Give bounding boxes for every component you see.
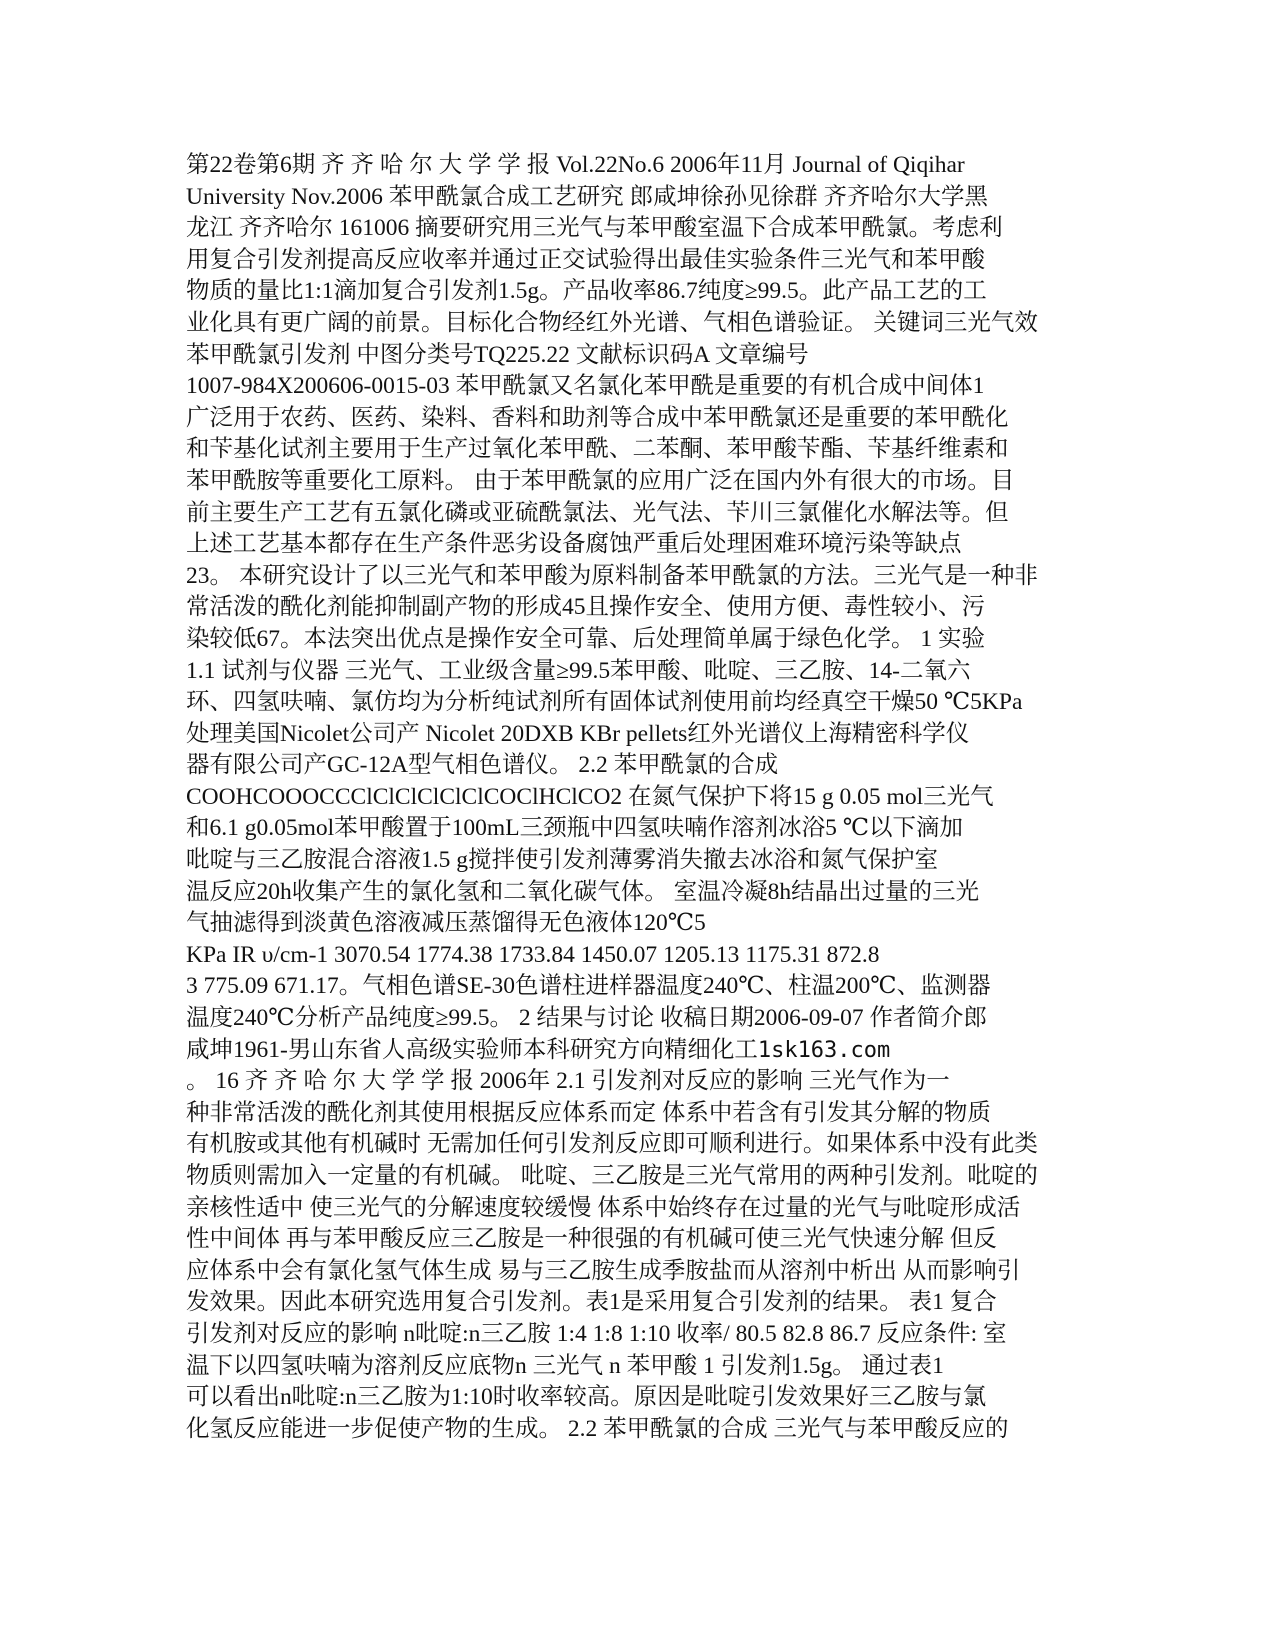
document-line bbox=[186, 592, 1090, 624]
document-line-text: 应体系中会有氯化氢气体生成 易与三乙胺生成季胺盐而从溶剂中析出 从而影响引 bbox=[186, 1257, 1021, 1284]
document-line-text: 可以看出n吡啶:n三乙胺为1:10时收率较高。原因是吡啶引发效果好三乙胺与氯 bbox=[186, 1384, 987, 1411]
document-line bbox=[186, 150, 1090, 182]
document-line-text: 业化具有更广阔的前景。目标化合物经红外光谱、气相色谱验证。 关键词三光气 bbox=[186, 309, 1015, 336]
document-line bbox=[186, 182, 1090, 214]
document-line bbox=[186, 498, 1090, 530]
document-line bbox=[186, 213, 1090, 245]
document-line bbox=[186, 1224, 1090, 1256]
document-line-text: 气抽滤得到淡黄色溶液减压蒸馏得无色液体120℃5 bbox=[186, 910, 706, 937]
document-line-text: 广泛用于农药、医药、染料、香料和助剂等合成中苯甲酰氯还是重要的苯甲酰化 bbox=[186, 404, 1009, 431]
document-line-text: University Nov.2006 苯甲酰氯合成工艺研究 郎咸坤徐孙见徐群 齐齐哈尔大学黑 bbox=[186, 183, 989, 210]
document-line-text: 咸坤1961-男山东省人高级实验师本科研究方向精细化工 bbox=[186, 1036, 758, 1063]
document-line-text: 染较低67。本法突出优点是操作安全可靠、后处理简单属于绿色化学。 1 实验 bbox=[186, 625, 985, 652]
document-line-text: 种非常活泼的酰化剂其使用根据反应体系而定 体系中若含有引发其分解的物质 bbox=[186, 1099, 991, 1126]
document-line bbox=[186, 529, 1090, 561]
document-line-text: 温度240℃分析产品纯度≥99.5。 2 结果与讨论 收稿日期2006-09-07 作者简介郎 bbox=[186, 1005, 987, 1032]
document-line bbox=[186, 276, 1090, 308]
document-line-text: 发效果。因此本研究选用复合引发剂。表1是采用复合引发剂的结果。 表1 复合 bbox=[186, 1289, 997, 1316]
document-line bbox=[186, 813, 1090, 845]
document-line-text: 处理美国Nicolet公司产 Nicolet 20DXB KBr pellets红外光谱仪上海精密科学仪 bbox=[186, 720, 970, 747]
document-line bbox=[186, 940, 1090, 972]
document-line-text: 用复合引发剂提高反应收率并通过正交试验得出最佳实验条件三光气和苯甲酸 bbox=[186, 246, 985, 273]
document-line-text: 物质的量比1:1滴加复合引发剂1.5g。产品收率86.7纯度≥99.5。此产品工艺的工 bbox=[186, 278, 987, 305]
document-line bbox=[186, 877, 1090, 909]
document-line bbox=[186, 434, 1090, 466]
document-line bbox=[186, 245, 1090, 277]
document-line bbox=[186, 687, 1090, 719]
document-line bbox=[186, 403, 1090, 435]
document-line-text: 苯甲酰胺等重要化工原料。 由于苯甲酰氯的应用广泛在国内外有很大的市场。目 bbox=[186, 467, 1015, 494]
document-line bbox=[186, 1351, 1090, 1383]
document-line bbox=[186, 1035, 1090, 1067]
document-line bbox=[186, 656, 1090, 688]
document-line bbox=[186, 750, 1090, 782]
document-line bbox=[186, 971, 1090, 1003]
document-line bbox=[186, 1382, 1090, 1414]
document-line bbox=[186, 782, 1090, 814]
document-line-text: 亲核性适中 使三光气的分解速度较缓慢 体系中始终存在过量的光气与吡啶形成活 bbox=[186, 1194, 1021, 1221]
document-line bbox=[186, 1256, 1090, 1288]
document-line-text: 3 775.09 671.17。气相色谱SE-30色谱柱进样器温度240℃、柱温200℃、监测器 bbox=[186, 973, 991, 1000]
document-line bbox=[186, 1066, 1090, 1098]
document-line-text: 温下以四氢呋喃为溶剂反应底物n 三光气 n 苯甲酸 1 引发剂1.5g。 通过表1 bbox=[186, 1352, 944, 1379]
document-line-text: 第22卷第6期 齐 齐 哈 尔 大 学 学 报 Vol.22No.6 2006年11月 Journal of Qiqihar bbox=[186, 152, 965, 178]
document-line-text: 常活泼的酰化剂能抑制副产物的形成45且操作安全、使用方便、毒性较小、污 bbox=[186, 594, 985, 621]
document-line bbox=[186, 908, 1090, 940]
document-line-text: 和苄基化试剂主要用于生产过氧化苯甲酰、二苯酮、苯甲酸苄酯、苄基纤维素和 bbox=[186, 436, 1009, 463]
document-line-text: 环、四氢呋喃、氯仿均为分析纯试剂所有固体试剂使用前均经真空干燥50 ℃5KPa bbox=[186, 689, 1023, 716]
document-line-text: 。 16 齐 齐 哈 尔 大 学 学 报 2006年 2.1 引发剂对反应的影响 三光气作为一 bbox=[186, 1068, 950, 1095]
document-line-text: 龙江 齐齐哈尔 161006 摘要研究用三光气与苯甲酸室温下合成苯甲酰氯。考虑利 bbox=[186, 215, 1003, 242]
document-line bbox=[186, 1161, 1090, 1193]
article-body-text bbox=[186, 150, 1090, 1445]
document-line bbox=[186, 845, 1090, 877]
document-line-text: 上述工艺基本都存在生产条件恶劣设备腐蚀严重后处理困难环境污染等缺点 bbox=[186, 531, 962, 558]
document-line-tail: 1sk163.com bbox=[757, 1037, 891, 1063]
document-line-text: 器有限公司产GC-12A型气相色谱仪。 2.2 苯甲酰氯的合成 bbox=[186, 752, 779, 779]
document-line bbox=[186, 1319, 1090, 1351]
document-line bbox=[186, 624, 1090, 656]
document-line bbox=[186, 1193, 1090, 1225]
document-line bbox=[186, 371, 1090, 403]
document-line-text: 苯甲酰氯引发剂 中图分类号TQ225.22 文献标识码A 文章编号 bbox=[186, 341, 809, 368]
document-line bbox=[186, 1129, 1090, 1161]
document-line bbox=[186, 1003, 1090, 1035]
document-line-text: COOHCOOOCCClClClClClClCOClHClCO2 在氮气保护下将15 g 0.05 mol三光气 bbox=[186, 783, 994, 810]
document-line-text: 化氢反应能进一步促使产物的生成。 2.2 苯甲酰氯的合成 三光气与苯甲酸反应的 bbox=[186, 1415, 1009, 1442]
document-line-text: 性中间体 再与苯甲酸反应三乙胺是一种很强的有机碱可使三光气快速分解 但反 bbox=[186, 1226, 997, 1253]
document-line bbox=[186, 1098, 1090, 1130]
document-line bbox=[186, 561, 1090, 593]
document-line bbox=[186, 308, 1090, 340]
document-line-text: KPa IR υ/cm-1 3070.54 1774.38 1733.84 1450.07 1205.13 1175.31 872.8 bbox=[186, 941, 880, 968]
document-line-text: 温反应20h收集产生的氯化氢和二氧化碳气体。 室温冷凝8h结晶出过量的三光 bbox=[186, 878, 980, 905]
document-line-text: 和6.1 g0.05mol苯甲酸置于100mL三颈瓶中四氢呋喃作溶剂冰浴5 ℃以下滴加 bbox=[186, 815, 963, 842]
document-line bbox=[186, 719, 1090, 751]
document-line-text: 23。 本研究设计了以三光气和苯甲酸为原料制备苯甲酰氯的方法。三光气是一种非 bbox=[186, 562, 1038, 589]
document-line bbox=[186, 466, 1090, 498]
document-line bbox=[186, 1287, 1090, 1319]
document-line-text: 1007-984X200606-0015-03 苯甲酰氯又名氯化苯甲酰是重要的有机合成中间体1 bbox=[186, 373, 985, 400]
document-line-text: 物质则需加入一定量的有机碱。 吡啶、三乙胺是三光气常用的两种引发剂。吡啶的 bbox=[186, 1163, 1038, 1189]
document-line-text: 1.1 试剂与仪器 三光气、工业级含量≥99.5苯甲酸、吡啶、三乙胺、14-二氧六 bbox=[186, 657, 971, 684]
document-line bbox=[186, 340, 1090, 372]
document-line-tail: 效 bbox=[1014, 309, 1038, 336]
document-line-text: 前主要生产工艺有五氯化磷或亚硫酰氯法、光气法、苄川三氯催化水解法等。但 bbox=[186, 499, 1009, 526]
document-line-text: 吡啶与三乙胺混合溶液1.5 g搅拌使引发剂薄雾消失撤去冰浴和氮气保护室 bbox=[186, 847, 938, 874]
document-line-text: 有机胺或其他有机碱时 无需加任何引发剂反应即可顺利进行。如果体系中没有此类 bbox=[186, 1131, 1038, 1158]
document-line bbox=[186, 1414, 1090, 1446]
document-line-text: 引发剂对反应的影响 n吡啶:n三乙胺 1:4 1:8 1:10 收率/ 80.5 82.8 86.7 反应条件: 室 bbox=[186, 1320, 1007, 1347]
